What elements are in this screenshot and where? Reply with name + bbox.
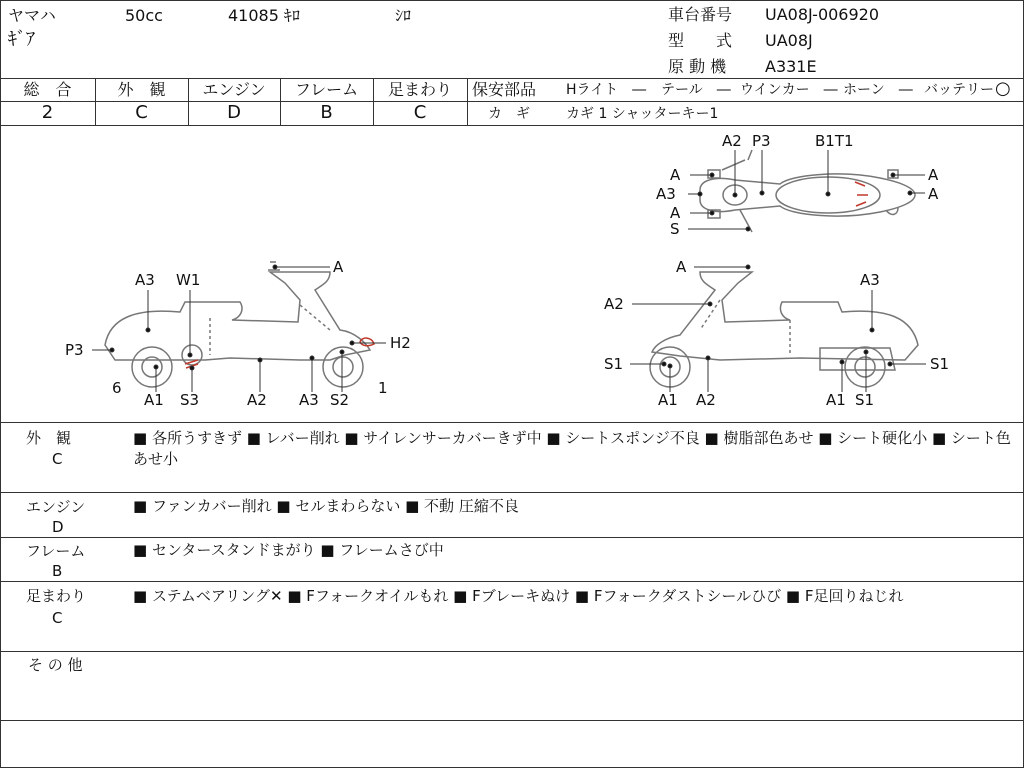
label-top-a2: A2 [722,132,742,150]
label-right-a1: A1 [826,391,846,409]
engine-model-value: A331E [765,57,817,76]
divider [0,78,1023,79]
type-label: 型 式 [668,31,733,50]
grade-exterior-label: 外 観 [117,80,166,99]
model-name: ｷﾞｱ [8,29,35,50]
section-frame-label: フレーム [26,542,86,560]
grade-engine-label: エンジン [202,80,266,99]
label-left-s3: S3 [180,391,200,409]
damage-marks [185,182,868,368]
label-left-p3: P3 [65,341,84,359]
label-left-1: 1 [378,379,388,397]
section-frame-text: ■ センタースタンドまがり ■ フレームさび中 [133,541,444,559]
safety-headlight: Hライト ― [566,82,647,98]
label-right-s1: S1 [930,355,950,373]
label-left-a3: A3 [135,271,155,289]
label-top-b1t1: B1T1 [815,132,854,150]
section-suspension-label: 足まわり [26,587,87,605]
grade-exterior-value: C [135,102,148,123]
label-right-s1: S1 [604,355,624,373]
label-top-a3: A3 [656,185,676,203]
grade-suspension-label: 足まわり [387,80,452,99]
label-left-a: A [333,258,344,276]
grade-frame-label: フレーム [294,80,359,99]
label-top-p3: P3 [752,132,771,150]
label-top-a: A [928,185,939,203]
grade-suspension-value: C [413,102,427,123]
label-right-a: A [676,258,687,276]
label-top-s: S [670,220,680,238]
label-left-6: 6 [112,379,122,397]
section-suspension-grade: C [52,609,63,627]
maker: ヤマハ [8,6,56,25]
divider [0,720,1023,721]
label-right-a1: A1 [658,391,678,409]
safety-label: 保安部品 [472,80,537,99]
section-suspension-text: ■ ステムベアリング✕ ■ Fフォークオイルもれ ■ Fブレーキぬけ ■ Fフォークダストシールひび ■ F足回りねじれ [133,587,904,605]
label-right-a3: A3 [860,271,880,289]
divider [467,78,468,125]
grade-frame-value: B [320,102,333,123]
section-other-label: そ の 他 [28,656,83,674]
divider [0,537,1023,538]
label-left-a1: A1 [144,391,164,409]
frame-no-label: 車台番号 [668,5,733,24]
grade-total-value: 2 [41,102,54,123]
section-engine-grade: D [52,518,64,536]
divider [0,492,1023,493]
label-left-a2: A2 [247,391,267,409]
label-right-a2: A2 [696,391,716,409]
engine-model-label: 原 動 機 [668,57,727,76]
label-left-a3: A3 [299,391,319,409]
label-right-s1: S1 [855,391,875,409]
label-top-a: A [928,166,939,184]
scooter-right-view [650,272,918,387]
displacement: 50cc [125,6,163,25]
section-exterior-text: ■ 各所うすきず ■ レバー削れ ■ サイレンサーカバーきず中 ■ シートスポンジ不良 ■ 樹脂部色あせ ■ シート硬化小 ■ シート色あせ小 [133,429,1011,468]
label-top-a: A [670,204,681,222]
safety-battery: バッテリー [924,82,994,98]
label-right-a2: A2 [604,295,624,313]
section-exterior-grade: C [52,450,63,468]
section-exterior-label: 外 観 [26,429,72,447]
safety-taillight: テール ― [661,82,731,98]
key-value: カギ 1 シャッターキー1 [566,106,719,122]
grade-total-label: 総 合 [23,80,72,99]
frame-no: UA08J-006920 [765,5,880,24]
divider [0,581,1023,582]
key-label: カ ギ [488,106,530,122]
type-value: UA08J [765,31,813,50]
divider [0,651,1023,652]
diagram-labels [65,132,949,409]
label-left-w1: W1 [176,271,201,289]
section-engine-label: エンジン [26,498,86,516]
label-left-h2: H2 [390,334,411,352]
mileage: 41085 ｷﾛ [228,6,300,25]
divider [0,422,1023,423]
section-engine-text: ■ ファンカバー削れ ■ セルまわらない ■ 不動 圧縮不良 [133,497,519,515]
section-frame-grade: B [52,562,63,580]
color: ｼﾛ [395,6,412,25]
divider [467,101,1023,102]
label-left-s2: S2 [330,391,350,409]
scooter-top-view [700,150,915,232]
divider [95,101,467,102]
battery-circle-icon: ○ [995,78,1011,99]
damage-diagram [0,126,1023,422]
grade-engine-value: D [227,102,241,123]
safety-horn: ホーン ― [843,82,913,98]
safety-winker: ウインカー ― [740,82,838,98]
label-top-a: A [670,166,681,184]
